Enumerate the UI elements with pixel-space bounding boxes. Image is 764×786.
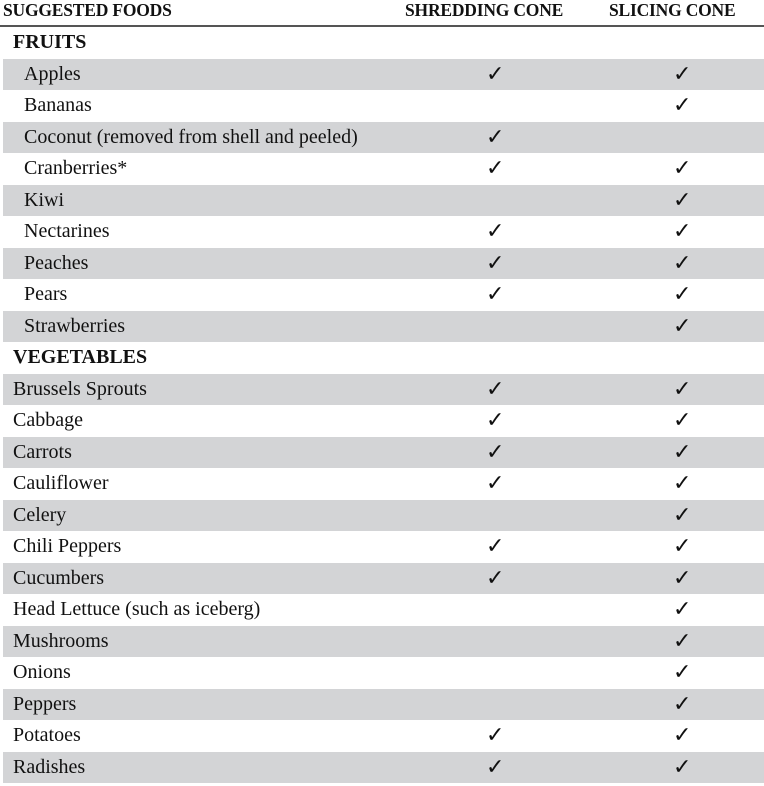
slicing-check-icon: ✓ <box>673 156 692 181</box>
table-row <box>3 122 764 154</box>
slicing-check-icon: ✓ <box>673 250 692 276</box>
table-row <box>3 657 764 689</box>
shredding-check-icon: ✓ <box>486 156 505 181</box>
table-row <box>3 248 764 280</box>
food-name: Apples <box>24 62 81 85</box>
slicing-check-icon: ✓ <box>673 628 692 654</box>
food-name: Mushrooms <box>13 629 109 652</box>
shredding-check-icon: ✓ <box>486 723 505 748</box>
food-name: Nectarines <box>24 220 110 242</box>
food-name: Head Lettuce (such as iceberg) <box>13 598 261 620</box>
slicing-check-icon: ✓ <box>673 61 692 87</box>
shredding-check-icon: ✓ <box>486 565 505 591</box>
slicing-check-icon: ✓ <box>673 376 692 402</box>
shredding-check-icon: ✓ <box>486 250 505 276</box>
slicing-check-icon: ✓ <box>673 408 692 433</box>
shredding-check-icon: ✓ <box>486 534 505 559</box>
food-name: Onions <box>13 661 71 683</box>
slicing-check-icon: ✓ <box>673 439 692 465</box>
section-heading-row <box>3 342 764 374</box>
food-name: Bananas <box>24 94 92 116</box>
shredding-check-icon: ✓ <box>486 439 505 465</box>
section-heading-row <box>3 27 764 59</box>
table-row <box>3 59 764 91</box>
slicing-check-icon: ✓ <box>673 565 692 591</box>
shredding-check-icon: ✓ <box>486 754 505 780</box>
slicing-check-icon: ✓ <box>673 187 692 213</box>
slicing-check-icon: ✓ <box>673 502 692 528</box>
column-header-slicing-cone: SLICING CONE <box>609 0 736 20</box>
table-row <box>3 752 764 784</box>
column-header-shredding-cone: SHREDDING CONE <box>405 0 564 20</box>
food-table-body <box>3 27 764 783</box>
slicing-check-icon: ✓ <box>673 723 692 748</box>
shredding-check-icon: ✓ <box>486 124 505 150</box>
table-row <box>3 500 764 532</box>
food-name: Brussels Sprouts <box>13 377 147 400</box>
slicing-check-icon: ✓ <box>673 660 692 685</box>
food-name: Pears <box>24 283 68 305</box>
shredding-check-icon: ✓ <box>486 408 505 433</box>
food-name: Radishes <box>13 755 86 778</box>
slicing-check-icon: ✓ <box>673 471 692 496</box>
section-heading: VEGETABLES <box>13 346 148 368</box>
food-name: Chili Peppers <box>13 535 122 557</box>
table-row <box>3 279 764 311</box>
section-heading: FRUITS <box>13 31 87 53</box>
table-row <box>3 689 764 721</box>
food-name: Cabbage <box>13 409 83 431</box>
food-name: Potatoes <box>13 724 81 746</box>
food-name: Cauliflower <box>13 472 109 494</box>
shredding-check-icon: ✓ <box>486 471 505 496</box>
slicing-check-icon: ✓ <box>673 754 692 780</box>
column-header-suggested-foods: SUGGESTED FOODS <box>3 0 172 20</box>
food-name: Cranberries* <box>24 157 128 179</box>
slicing-check-icon: ✓ <box>673 534 692 559</box>
food-name: Carrots <box>13 440 72 463</box>
table-row <box>3 437 764 469</box>
table-row <box>3 405 764 437</box>
slicing-check-icon: ✓ <box>673 282 692 307</box>
shredding-check-icon: ✓ <box>486 376 505 402</box>
table-row <box>3 720 764 752</box>
slicing-check-icon: ✓ <box>673 219 692 244</box>
slicing-check-icon: ✓ <box>673 93 692 118</box>
table-row <box>3 594 764 626</box>
table-row <box>3 153 764 185</box>
table-row <box>3 468 764 500</box>
food-name: Celery <box>13 503 67 526</box>
shredding-check-icon: ✓ <box>486 219 505 244</box>
shredding-check-icon: ✓ <box>486 61 505 87</box>
table-header <box>0 0 764 27</box>
table-row <box>3 374 764 406</box>
table-row <box>3 626 764 658</box>
table-row <box>3 185 764 217</box>
table-row <box>3 531 764 563</box>
slicing-check-icon: ✓ <box>673 313 692 339</box>
shredding-check-icon: ✓ <box>486 282 505 307</box>
food-name: Strawberries <box>24 314 126 337</box>
food-name: Peppers <box>13 692 77 715</box>
table-row <box>3 563 764 595</box>
food-name: Peaches <box>24 251 89 274</box>
table-row <box>3 311 764 343</box>
slicing-check-icon: ✓ <box>673 597 692 622</box>
table-row <box>3 216 764 248</box>
slicing-check-icon: ✓ <box>673 691 692 717</box>
food-name: Kiwi <box>24 188 64 211</box>
table-row <box>3 90 764 122</box>
food-name: Coconut (removed from shell and peeled) <box>24 125 358 148</box>
food-name: Cucumbers <box>13 566 105 589</box>
